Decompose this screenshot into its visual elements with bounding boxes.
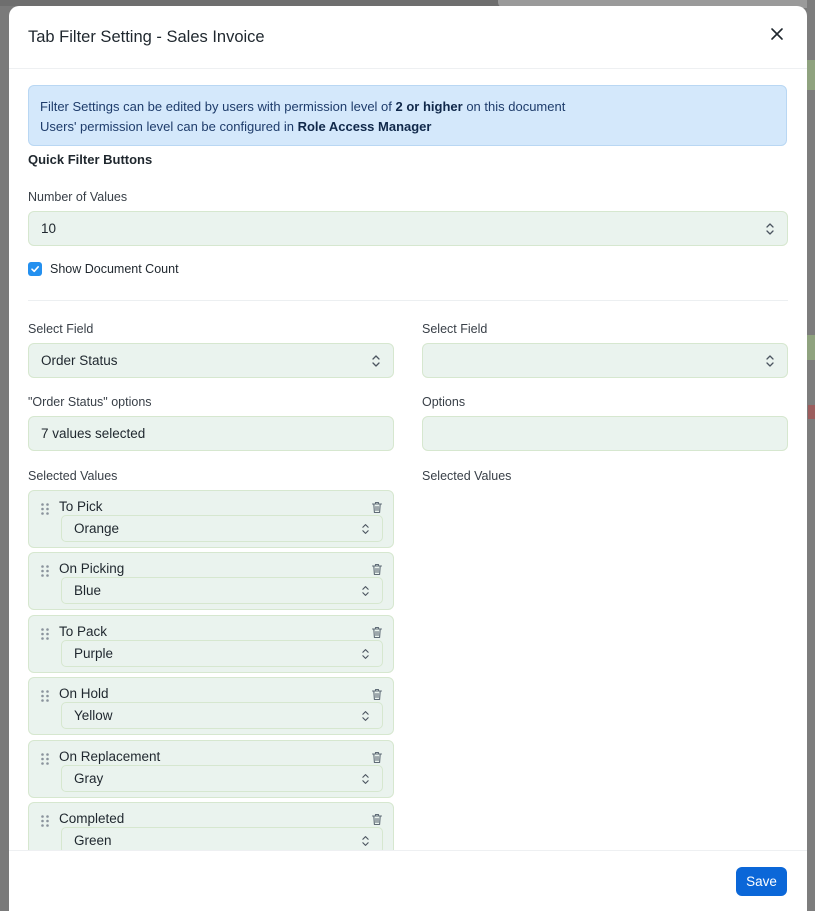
chevron-updown-icon	[361, 522, 370, 536]
trash-icon[interactable]	[371, 688, 383, 701]
show-document-count-label: Show Document Count	[50, 262, 179, 276]
color-value: Orange	[74, 521, 120, 536]
show-document-count-checkbox[interactable]	[28, 262, 42, 276]
background-accent-green	[807, 60, 815, 90]
color-select[interactable]	[61, 577, 383, 604]
right-selected-values-label: Selected Values	[422, 469, 512, 483]
tab-filter-setting-dialog	[9, 6, 807, 911]
selected-value-card	[28, 802, 394, 851]
drag-handle-icon[interactable]	[40, 564, 50, 578]
color-value: Purple	[74, 646, 114, 661]
alert-line-1	[40, 97, 775, 117]
trash-icon[interactable]	[371, 563, 383, 576]
color-value: Green	[74, 833, 112, 848]
drag-handle-icon[interactable]	[40, 502, 50, 516]
color-select[interactable]	[61, 765, 383, 792]
left-options-value: 7 values selected	[41, 426, 146, 441]
background-right-strip	[807, 0, 815, 911]
left-options-label: "Order Status" options	[28, 395, 152, 409]
color-select[interactable]	[61, 515, 383, 542]
value-name: Completed	[59, 811, 125, 826]
dialog-footer	[9, 850, 807, 911]
selected-value-card	[28, 615, 394, 673]
color-select[interactable]	[61, 640, 383, 667]
color-value: Blue	[74, 583, 102, 598]
chevron-updown-icon	[765, 221, 775, 237]
trash-icon[interactable]	[371, 813, 383, 826]
value-name: On Replacement	[59, 749, 161, 764]
alert-permission-level: 2 or higher	[395, 99, 463, 114]
trash-icon[interactable]	[371, 626, 383, 639]
right-select-field-label: Select Field	[422, 322, 488, 336]
chevron-updown-icon	[361, 584, 370, 598]
save-button[interactable]: Save	[736, 867, 787, 896]
section-divider	[28, 300, 788, 301]
alert-line-2-prefix: Users' permission level can be configured in	[40, 119, 298, 134]
selected-value-card	[28, 490, 394, 548]
dialog-body	[28, 85, 788, 851]
chevron-updown-icon	[765, 353, 775, 369]
drag-handle-icon[interactable]	[40, 814, 50, 828]
value-name: On Hold	[59, 686, 109, 701]
selected-value-card	[28, 552, 394, 610]
right-select-field[interactable]	[422, 343, 788, 378]
chevron-updown-icon	[361, 647, 370, 661]
chevron-updown-icon	[371, 353, 381, 369]
number-of-values-value: 10	[41, 221, 57, 236]
trash-icon[interactable]	[371, 751, 383, 764]
close-icon	[770, 27, 784, 41]
color-select[interactable]	[61, 702, 383, 729]
color-value: Gray	[74, 771, 104, 786]
dialog-title: Tab Filter Setting - Sales Invoice	[28, 28, 265, 46]
color-value: Yellow	[74, 708, 113, 723]
right-options-multiselect[interactable]	[422, 416, 788, 451]
close-button[interactable]	[767, 24, 787, 44]
selected-value-card	[28, 677, 394, 735]
drag-handle-icon[interactable]	[40, 627, 50, 641]
permission-alert	[28, 85, 787, 146]
checkmark-icon	[30, 264, 40, 274]
left-select-field[interactable]	[28, 343, 394, 378]
left-selected-values-label: Selected Values	[28, 469, 118, 483]
alert-line-1-prefix: Filter Settings can be edited by users with permission level of	[40, 99, 396, 114]
background-accent-green-2	[807, 335, 815, 360]
chevron-updown-icon	[361, 772, 370, 786]
trash-icon[interactable]	[371, 501, 383, 514]
right-options-label: Options	[422, 395, 466, 409]
selected-value-card	[28, 740, 394, 798]
value-name: To Pack	[59, 624, 108, 639]
show-document-count-row[interactable]	[28, 262, 179, 276]
section-title: Quick Filter Buttons	[28, 152, 153, 167]
drag-handle-icon[interactable]	[40, 752, 50, 766]
color-select[interactable]	[61, 827, 383, 851]
number-of-values-select[interactable]	[28, 211, 788, 246]
alert-line-1-suffix: on this document	[462, 99, 566, 114]
chevron-updown-icon	[361, 834, 370, 848]
number-of-values-label: Number of Values	[28, 190, 128, 204]
left-select-field-label: Select Field	[28, 322, 94, 336]
value-name: To Pick	[59, 499, 103, 514]
role-access-manager-link[interactable]: Role Access Manager	[297, 119, 432, 134]
background-accent-red	[808, 405, 815, 419]
drag-handle-icon[interactable]	[40, 689, 50, 703]
dialog-header	[9, 6, 807, 69]
alert-line-2	[40, 117, 775, 137]
chevron-updown-icon	[361, 709, 370, 723]
left-select-field-value: Order Status	[41, 353, 118, 368]
left-options-multiselect[interactable]	[28, 416, 394, 451]
value-name: On Picking	[59, 561, 125, 576]
